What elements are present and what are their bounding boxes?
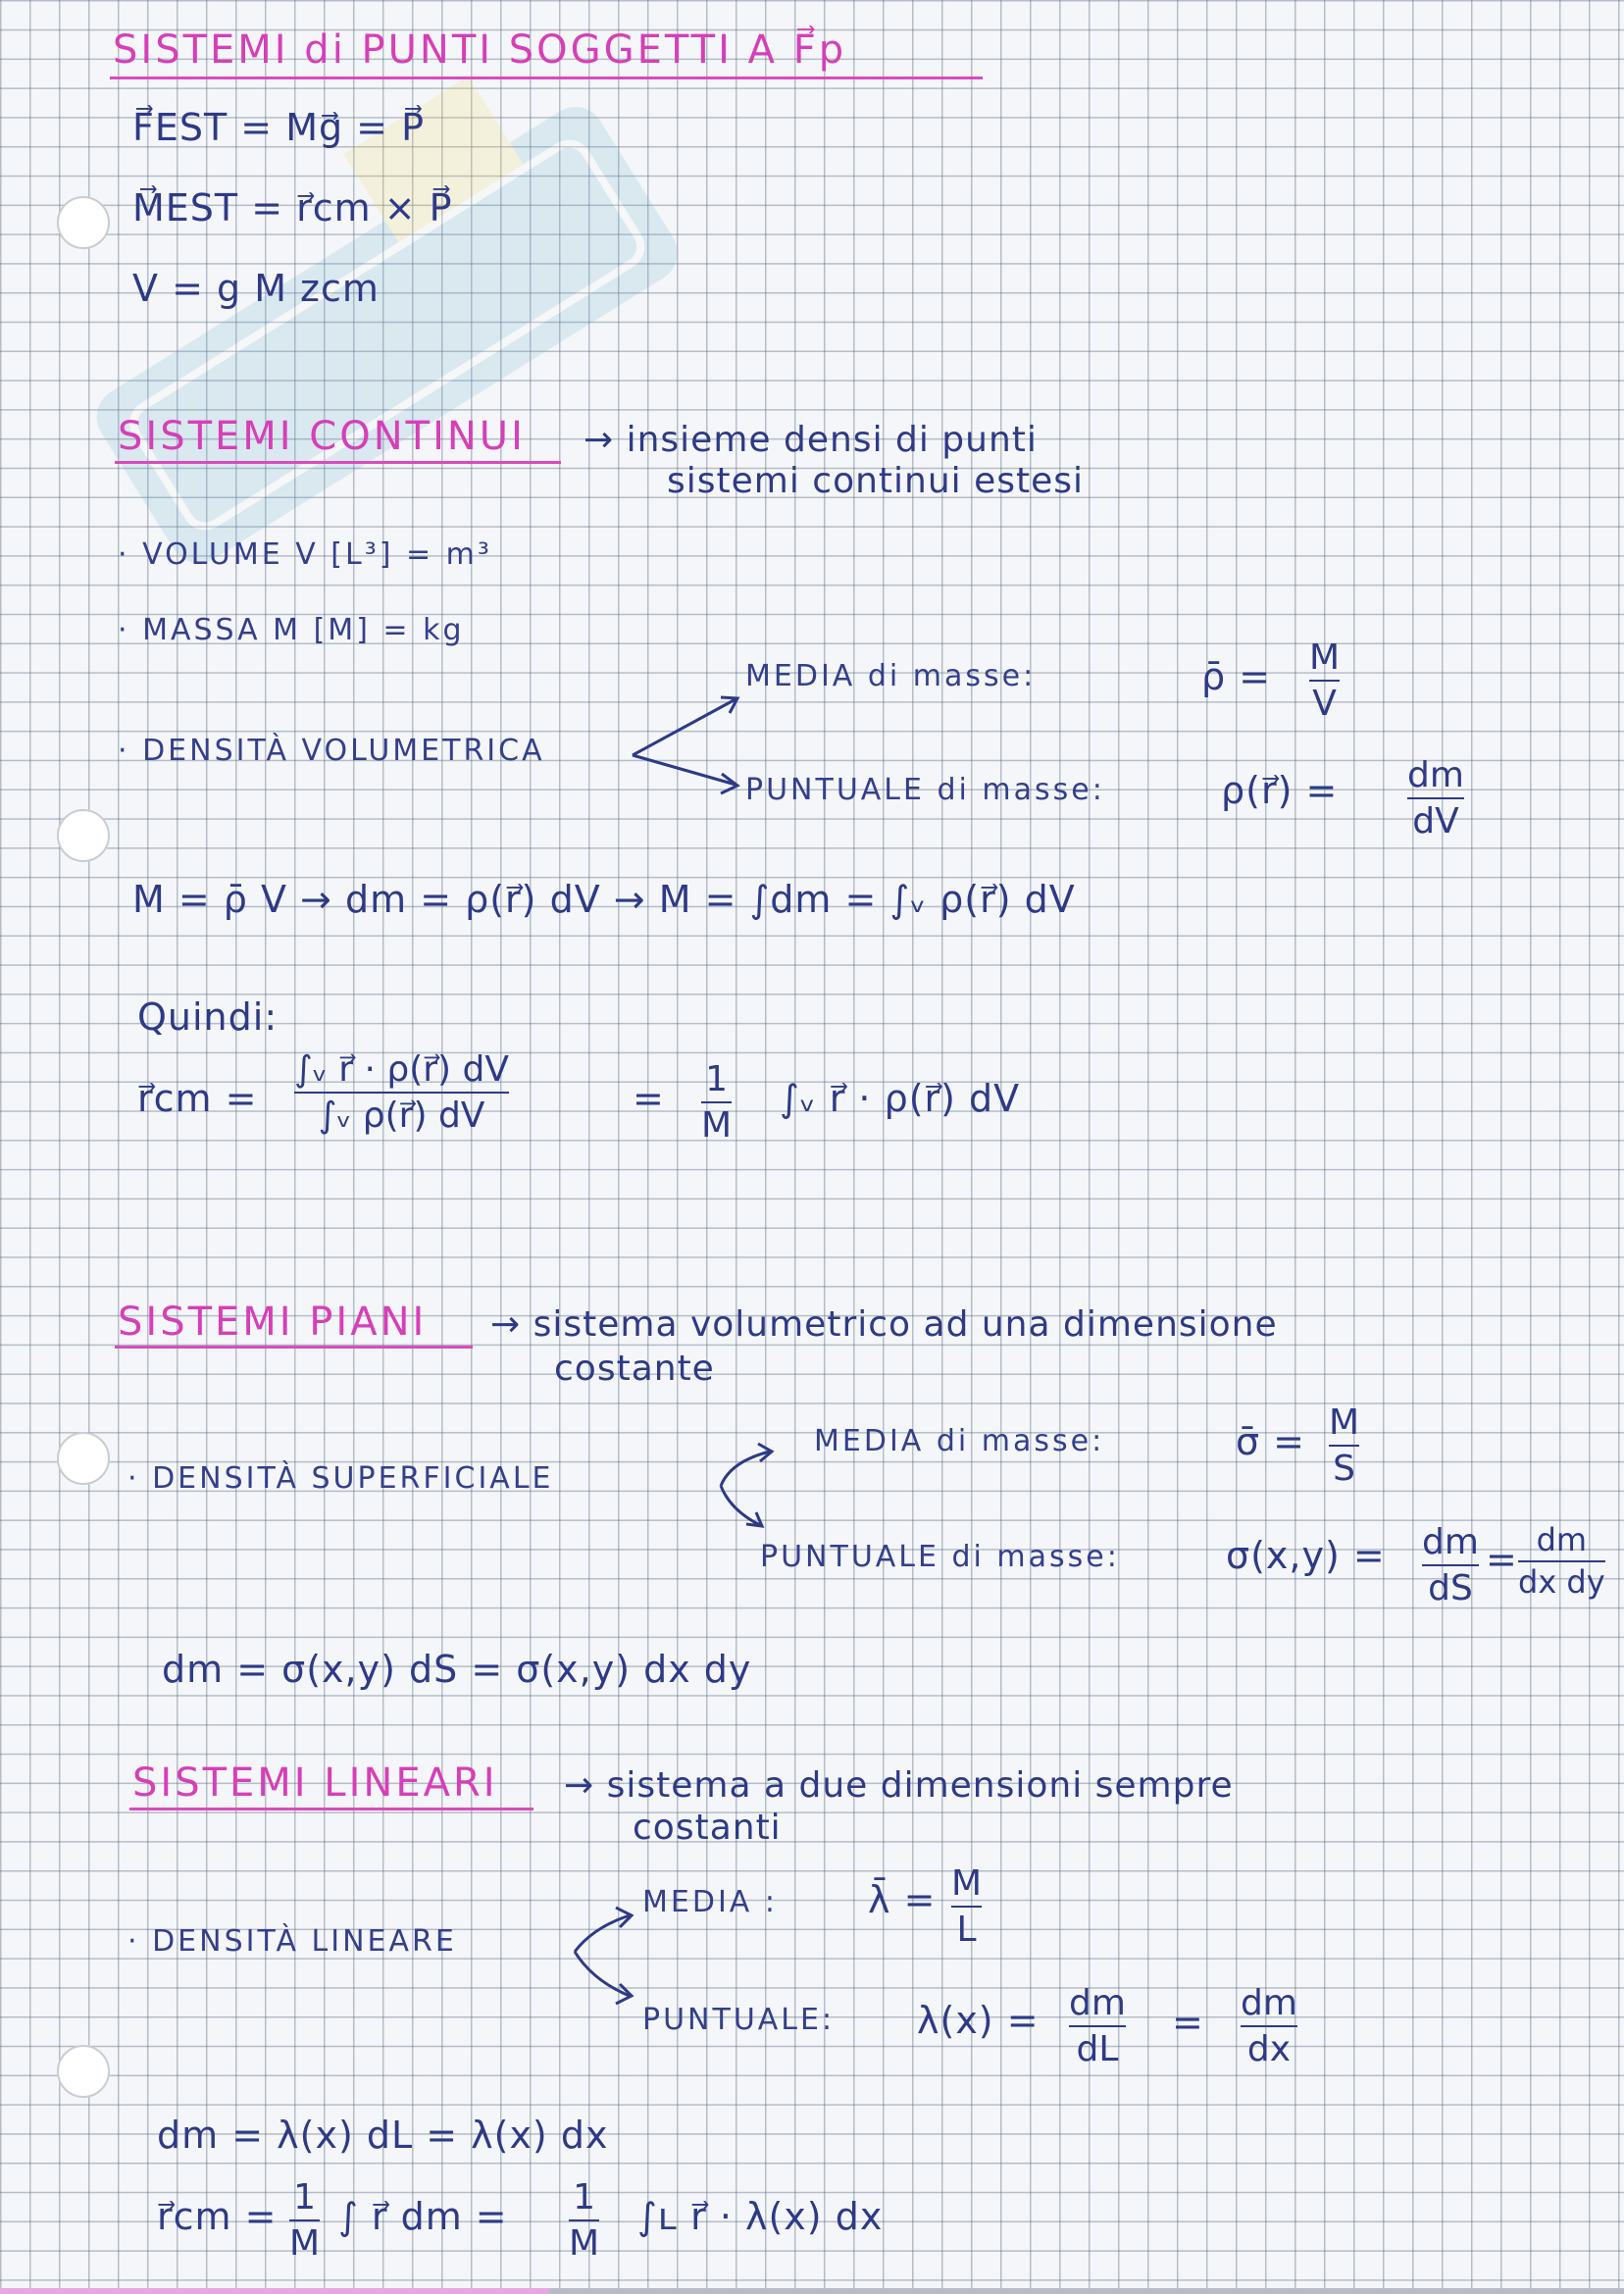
puntuale-label: PUNTUALE di masse:: [745, 773, 1105, 807]
numerator: dm: [1536, 1521, 1588, 1558]
media-label: MEDIA :: [642, 1885, 778, 1919]
rcm-fraction: [294, 1049, 509, 1137]
title-underline: [115, 1346, 473, 1349]
fraction-bar: [1241, 2025, 1297, 2027]
binder-hole: [57, 2045, 110, 2098]
puntuale-fraction: [1069, 1983, 1126, 2070]
section-note: → sistema volumetrico ad una dimensione: [490, 1304, 1278, 1345]
fraction-bar: [1309, 680, 1340, 682]
section-title-piani: SISTEMI PIANI: [118, 1300, 428, 1345]
media-label: MEDIA di masse:: [745, 659, 1037, 693]
puntuale-label: PUNTUALE:: [642, 2003, 836, 2037]
quindi-label: Quindi:: [137, 995, 279, 1039]
puntuale-fraction-2: [1518, 1522, 1605, 1601]
title-underline: [129, 1808, 533, 1810]
numerator: 1: [293, 2177, 316, 2218]
media-equation: λ̄ =: [868, 1878, 937, 1921]
branch-arrows: [628, 691, 745, 799]
one-over-m-fraction: [701, 1059, 732, 1147]
density-linear-label: · DENSITÀ LINEARE: [127, 1924, 457, 1959]
rcm-label: r⃗cm =: [157, 2195, 278, 2238]
puntuale-equation: ρ(r⃗) =: [1221, 769, 1339, 812]
denominator: ∫ᵥ ρ(r⃗) dV: [318, 1096, 485, 1137]
title-underline: [115, 461, 561, 464]
media-label: MEDIA di masse:: [814, 1424, 1105, 1458]
fraction-bar: [701, 1101, 732, 1103]
dm-surface-equation: dm = σ(x,y) dS = σ(x,y) dx dy: [162, 1648, 752, 1691]
fraction-bar: [289, 2219, 320, 2221]
equation-force: F⃗EST = Mg⃗ = P⃗: [132, 106, 426, 149]
puntuale-equation: σ(x,y) =: [1226, 1534, 1386, 1577]
denominator: V: [1312, 684, 1337, 725]
section-note: costanti: [633, 1808, 782, 1848]
dm-linear-equation: dm = λ(x) dL = λ(x) dx: [157, 2114, 609, 2157]
section-note: sistemi continui estesi: [667, 461, 1085, 501]
denominator: L: [956, 1910, 977, 1951]
section-note: costante: [554, 1349, 715, 1389]
denominator: S: [1333, 1449, 1355, 1490]
media-fraction: [1309, 637, 1340, 725]
fraction-bar: [1422, 1564, 1479, 1566]
numerator: dm: [1407, 755, 1464, 795]
rcm-integral-lambda: ∫ʟ r⃗ · λ(x) dx: [637, 2195, 884, 2238]
fraction-bar: [1329, 1445, 1359, 1447]
fraction-bar: [1518, 1560, 1605, 1562]
numerator: dm: [1069, 1983, 1126, 2023]
numerator: dm: [1422, 1522, 1479, 1562]
denominator: dx dy: [1518, 1562, 1605, 1601]
media-fraction: [951, 1863, 982, 1951]
one-over-m-fraction: [569, 2177, 599, 2265]
equation-potential: V = g M zcm: [132, 267, 380, 310]
numerator: 1: [573, 2177, 595, 2218]
denominator: M: [289, 2223, 321, 2265]
page-bottom-edge: [0, 2288, 1624, 2294]
section-title-lineari: SISTEMI LINEARI: [132, 1760, 498, 1806]
denominator: dx: [1246, 2029, 1292, 2070]
equals-sign: =: [1486, 1538, 1518, 1581]
volume-line: · VOLUME V [L³] = m³: [118, 537, 492, 572]
numerator: M: [951, 1863, 983, 1904]
branch-arrows: [711, 1432, 799, 1540]
puntuale-fraction-2: [1241, 1983, 1297, 2070]
fraction-bar: [951, 1906, 982, 1908]
puntuale-fraction: [1407, 755, 1464, 842]
binder-hole: [57, 196, 110, 249]
fraction-bar: [1069, 2025, 1126, 2027]
media-fraction: [1329, 1402, 1359, 1490]
denominator: dS: [1428, 1568, 1473, 1609]
fraction-bar: [294, 1092, 509, 1094]
denominator: M: [701, 1105, 733, 1147]
section-title-continui: SISTEMI CONTINUI: [118, 414, 526, 459]
equals-sign: =: [1172, 2001, 1204, 2044]
numerator: M: [1309, 637, 1341, 678]
density-superficial-label: · DENSITÀ SUPERFICIALE: [127, 1461, 554, 1496]
puntuale-equation: λ(x) =: [917, 1999, 1040, 2042]
mass-line: · MASSA M [M] = kg: [118, 613, 465, 647]
density-volumetric-label: · DENSITÀ VOLUMETRICA: [118, 734, 545, 768]
puntuale-label: PUNTUALE di masse:: [760, 1540, 1120, 1574]
one-over-m-fraction: [289, 2177, 320, 2265]
rcm-label: r⃗cm =: [137, 1077, 258, 1120]
media-equation: ρ̄ =: [1201, 655, 1272, 698]
title-underline: [110, 76, 983, 79]
rcm-integral-dm: ∫ r⃗ dm =: [338, 2195, 508, 2238]
equals-sign: =: [633, 1077, 665, 1120]
binder-hole: [57, 809, 110, 862]
denominator: M: [569, 2223, 600, 2265]
mass-chain-equation: M = ρ̄ V → dm = ρ(r⃗) dV → M = ∫dm = ∫ᵥ ρ(r⃗) dV: [132, 878, 1076, 921]
denominator: dV: [1412, 801, 1459, 842]
branch-arrows: [569, 1898, 647, 2015]
section-note: → sistema a due dimensioni sempre: [564, 1765, 1234, 1806]
denominator: dL: [1076, 2029, 1119, 2070]
numerator: 1: [705, 1059, 728, 1099]
binder-hole: [57, 1432, 110, 1485]
equation-moment: M⃗EST = r⃗cm × P⃗: [132, 186, 453, 229]
section-title-punti: SISTEMI di PUNTI SOGGETTI A F⃗p: [113, 27, 847, 73]
section-note: → insieme densi di punti: [584, 420, 1038, 460]
media-equation: σ̄ =: [1236, 1420, 1306, 1463]
numerator: M: [1329, 1402, 1360, 1443]
numerator: dm: [1241, 1983, 1297, 2023]
puntuale-fraction: [1422, 1522, 1479, 1609]
fraction-bar: [1407, 797, 1464, 799]
rcm-integral: ∫ᵥ r⃗ · ρ(r⃗) dV: [780, 1077, 1021, 1120]
fraction-bar: [569, 2219, 599, 2221]
numerator: ∫ᵥ r⃗ · ρ(r⃗) dV: [294, 1049, 510, 1090]
